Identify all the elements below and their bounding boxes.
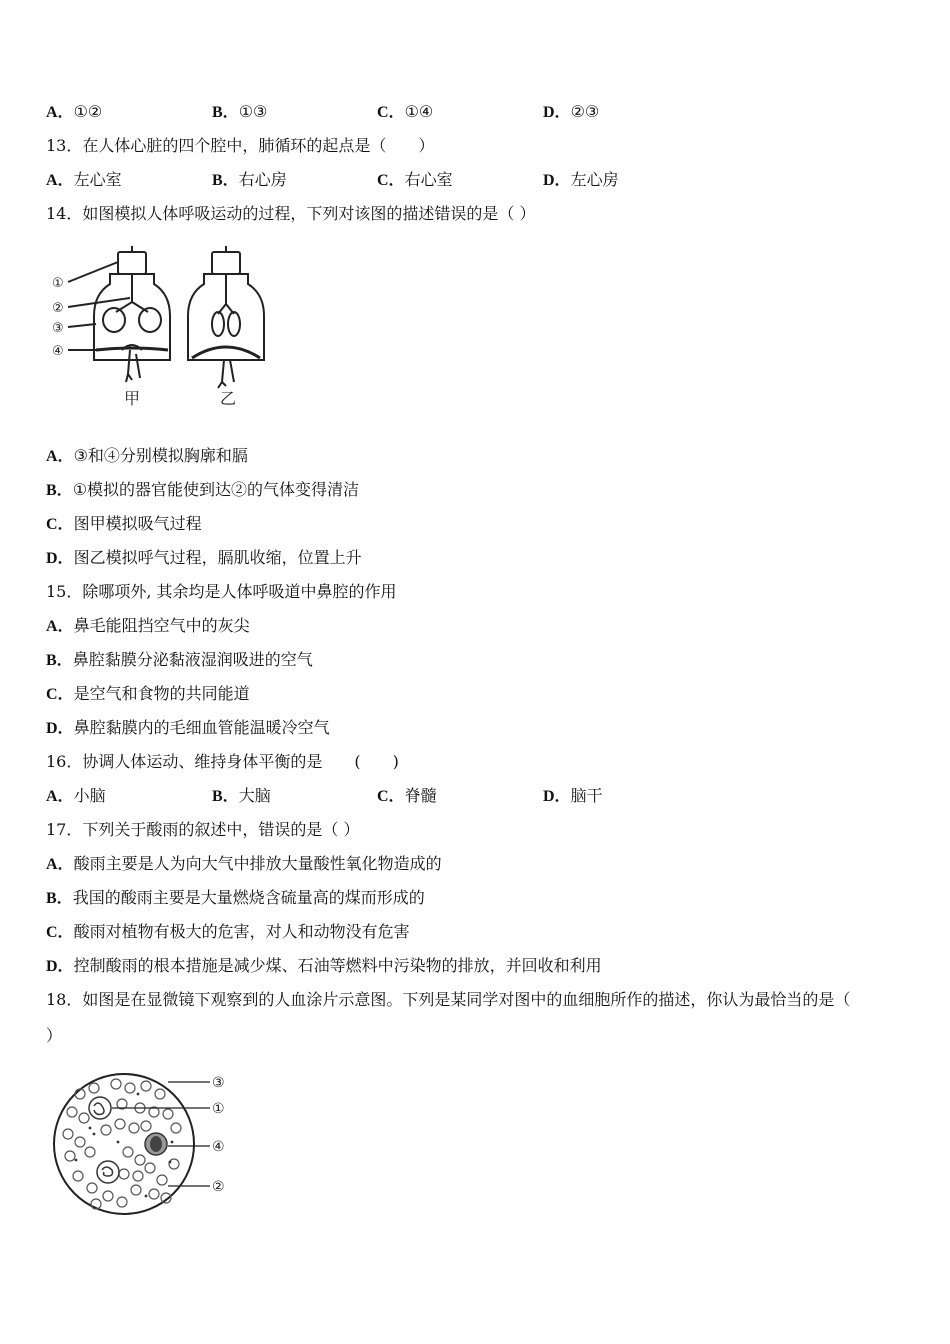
red-blood-cell bbox=[115, 1119, 125, 1129]
red-blood-cell bbox=[133, 1171, 143, 1181]
red-blood-cell bbox=[67, 1107, 77, 1117]
marker-3: ③ bbox=[52, 321, 64, 336]
label-1: ① bbox=[212, 1101, 225, 1117]
caption-jia: 甲 bbox=[124, 389, 141, 408]
q13-stem: 13．在人体心脏的四个腔中，肺循环的起点是（ ） bbox=[46, 136, 435, 155]
q14-option-a: A．③和④分别模拟胸廓和膈 bbox=[46, 446, 248, 465]
lung-left-1 bbox=[103, 308, 125, 332]
red-blood-cell bbox=[149, 1189, 159, 1199]
lung-left-2 bbox=[139, 308, 161, 332]
breathing-model-figure bbox=[48, 244, 268, 410]
q16-stem: 16．协调人体运动、维持身体平衡的是 ( ) bbox=[46, 752, 399, 771]
option-d: D．②③ bbox=[543, 102, 600, 121]
q15-option-a: A．鼻毛能阻挡空气中的灰尖 bbox=[46, 616, 250, 635]
red-blood-cell bbox=[63, 1129, 73, 1139]
q17-option-a: A．酸雨主要是人为向大气中排放大量酸性氧化物造成的 bbox=[46, 854, 442, 873]
red-blood-cell bbox=[119, 1169, 129, 1179]
red-blood-cell bbox=[73, 1171, 83, 1181]
red-blood-cell bbox=[87, 1183, 97, 1193]
red-blood-cell bbox=[141, 1121, 151, 1131]
q17-stem: 17．下列关于酸雨的叙述中，错误的是（ ） bbox=[46, 820, 360, 839]
diaphragm-left bbox=[96, 348, 168, 350]
red-blood-cell bbox=[123, 1147, 133, 1157]
wbc-1 bbox=[89, 1097, 111, 1119]
option-a: A．左心室 bbox=[46, 170, 122, 189]
option-c: C．脊髓 bbox=[377, 786, 437, 805]
red-blood-cell bbox=[131, 1185, 141, 1195]
label-4: ④ bbox=[212, 1139, 225, 1155]
red-blood-cell bbox=[89, 1083, 99, 1093]
option-b: B．右心房 bbox=[212, 170, 287, 189]
red-blood-cell bbox=[135, 1155, 145, 1165]
red-blood-cell bbox=[145, 1163, 155, 1173]
q14-stem: 14．如图模拟人体呼吸运动的过程，下列对该图的描述错误的是（ ） bbox=[46, 204, 536, 223]
wbc-2 bbox=[97, 1161, 119, 1183]
option-d: D．左心房 bbox=[543, 170, 619, 189]
red-blood-cell bbox=[117, 1197, 127, 1207]
red-blood-cell bbox=[155, 1089, 165, 1099]
marker-1: ① bbox=[52, 276, 64, 291]
red-blood-cell bbox=[169, 1159, 179, 1169]
stopper-left bbox=[118, 252, 146, 274]
lung-right-1 bbox=[212, 312, 224, 336]
option-b: B．大脑 bbox=[212, 786, 271, 805]
q15-option-b: B．鼻腔黏膜分泌黏液湿润吸进的空气 bbox=[46, 650, 313, 669]
red-blood-cell bbox=[163, 1109, 173, 1119]
caption-yi: 乙 bbox=[220, 389, 237, 408]
option-b: B．①③ bbox=[212, 102, 268, 121]
red-blood-cell bbox=[157, 1175, 167, 1185]
q15-option-c: C．是空气和食物的共同能道 bbox=[46, 684, 250, 703]
option-a: A．①② bbox=[46, 102, 103, 121]
q17-option-b: B．我国的酸雨主要是大量燃烧含硫量高的煤而形成的 bbox=[46, 888, 425, 907]
red-blood-cell bbox=[65, 1151, 75, 1161]
q17-option-c: C．酸雨对植物有极大的危害，对人和动物没有危害 bbox=[46, 922, 410, 941]
red-blood-cell bbox=[75, 1137, 85, 1147]
red-blood-cell bbox=[141, 1081, 151, 1091]
q15-stem: 15．除哪项外, 其余均是人体呼吸道中鼻腔的作用 bbox=[46, 582, 397, 601]
q17-option-d: D．控制酸雨的根本措施是减少煤、石油等燃料中污染物的排放，并回收和利用 bbox=[46, 956, 602, 975]
marker-4: ④ bbox=[52, 344, 64, 359]
red-blood-cell bbox=[79, 1113, 89, 1123]
q14-option-b: B．①模拟的器官能使到达②的气体变得清洁 bbox=[46, 480, 360, 499]
red-blood-cell bbox=[85, 1147, 95, 1157]
red-blood-cell bbox=[111, 1079, 121, 1089]
lung-right-2 bbox=[228, 312, 240, 336]
option-c: C．右心室 bbox=[377, 170, 453, 189]
trachea-left bbox=[116, 274, 148, 312]
label-2: ② bbox=[212, 1179, 225, 1195]
marker-2: ② bbox=[52, 301, 64, 316]
blood-smear-figure bbox=[50, 1064, 240, 1224]
red-blood-cell bbox=[171, 1123, 181, 1133]
option-c: C．①④ bbox=[377, 102, 434, 121]
q18-stem-line2: ） bbox=[46, 1026, 63, 1045]
red-blood-cell bbox=[129, 1123, 139, 1133]
red-blood-cell bbox=[101, 1125, 111, 1135]
q15-option-d: D．鼻腔黏膜内的毛细血管能温暖冷空气 bbox=[46, 718, 330, 737]
red-blood-cell bbox=[103, 1191, 113, 1201]
q14-option-c: C．图甲模拟吸气过程 bbox=[46, 514, 202, 533]
q18-stem-line1: 18．如图是在显微镜下观察到的人血涂片示意图。下列是某同学对图中的血细胞所作的描述，你认为最恰当的是（ bbox=[46, 990, 851, 1009]
red-blood-cell bbox=[125, 1083, 135, 1093]
diaphragm-right bbox=[192, 347, 260, 358]
option-a: A．小脑 bbox=[46, 786, 106, 805]
q14-option-d: D．图乙模拟呼气过程，膈肌收缩，位置上升 bbox=[46, 548, 362, 567]
option-d: D．脑干 bbox=[543, 786, 603, 805]
label-3: ③ bbox=[212, 1075, 225, 1091]
trachea-right bbox=[218, 274, 234, 314]
stopper-right bbox=[212, 252, 240, 274]
